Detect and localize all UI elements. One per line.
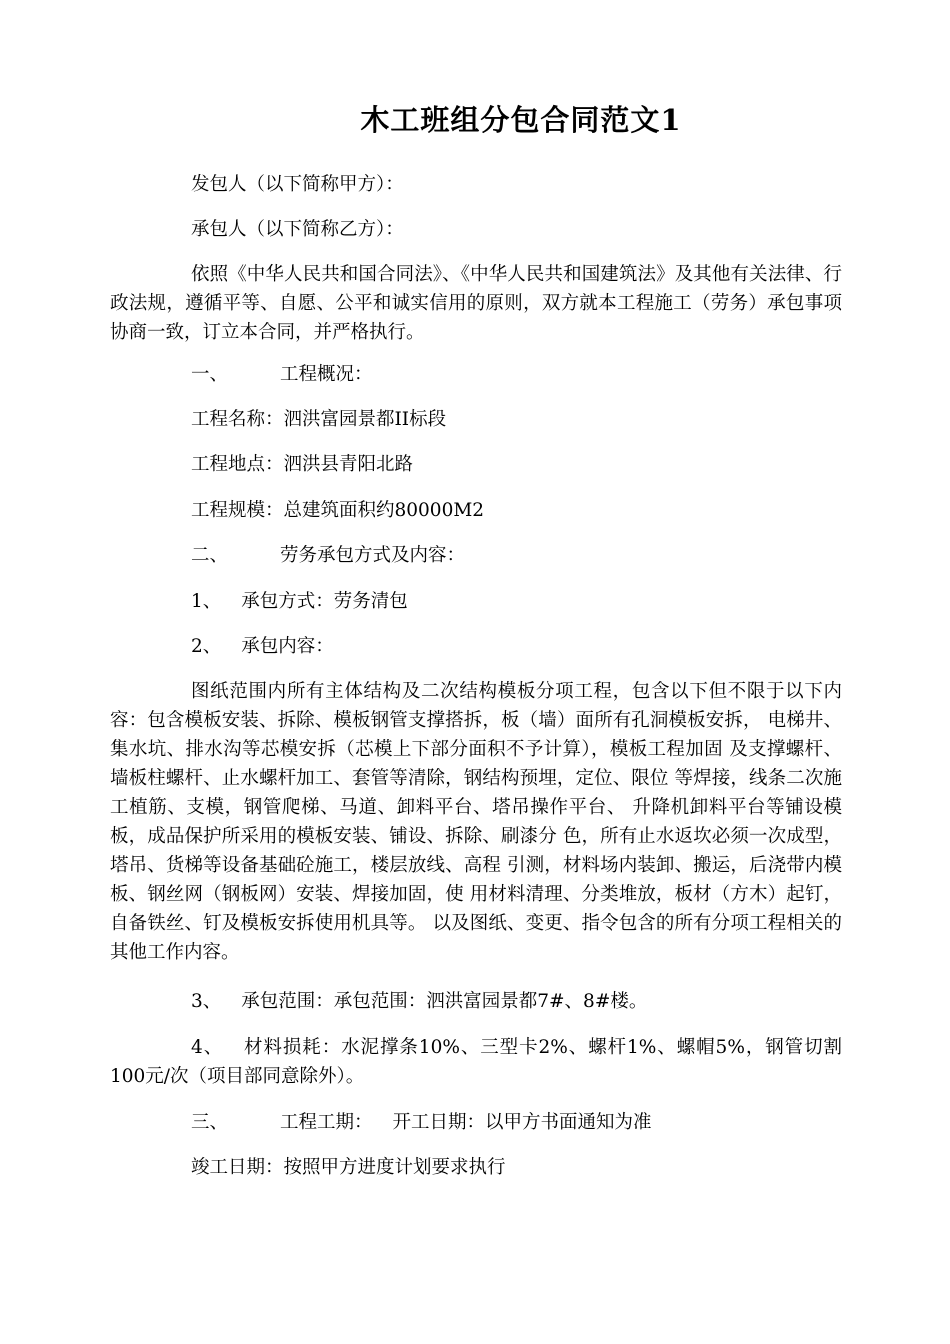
section-title: 工程工期： xyxy=(280,1112,373,1133)
preamble-paragraph: 依照《中华人民共和国合同法》、《中华人民共和国建筑法》及其他有关法律、行政法规，遵循平等、自愿、公平和诚实信用的原则，双方就本工程施工（劳务）承包事项协商一致，订立本合同，并严格执行。 xyxy=(110,264,842,343)
item-text: 材料损耗：水泥撑条10%、三型卡2%、螺杆1%、螺帽5%，钢管切割100元/次（项目部同意除外）。 xyxy=(110,1037,842,1087)
item-3-line xyxy=(110,987,842,1016)
section-3-heading xyxy=(110,1108,842,1137)
item-1-line xyxy=(110,587,842,616)
section-title: 劳务承包方式及内容： xyxy=(280,545,466,566)
party-a-line: 发包人（以下简称甲方）： xyxy=(191,174,404,195)
item-number: 4、 xyxy=(191,1037,224,1058)
start-date-text: 开工日期：以甲方书面通知为准 xyxy=(392,1112,652,1133)
item-text: 承包内容： xyxy=(241,636,334,657)
item-2-line xyxy=(110,632,842,661)
item-number: 1、 xyxy=(191,591,222,612)
section-1-heading xyxy=(110,360,842,389)
item-text: 承包方式：劳务清包 xyxy=(241,591,408,612)
item-number: 3、 xyxy=(191,991,222,1012)
section-number: 二、 xyxy=(191,545,229,566)
completion-date-line: 竣工日期：按照甲方进度计划要求执行 xyxy=(191,1157,506,1178)
project-name-line: 工程名称：泗洪富园景都II标段 xyxy=(191,409,447,430)
section-number: 三、 xyxy=(191,1112,229,1133)
party-b-line: 承包人（以下简称乙方）： xyxy=(191,219,404,240)
section-title: 工程概况： xyxy=(280,364,373,385)
document-title: 木工班组分包合同范文1 xyxy=(360,103,682,137)
project-scale-line: 工程规模：总建筑面积约80000M2 xyxy=(191,500,485,521)
item-4-paragraph xyxy=(110,1033,842,1091)
item-number: 2、 xyxy=(191,636,222,657)
section-2-heading xyxy=(110,541,842,570)
scope-detail-paragraph: 图纸范围内所有主体结构及二次结构模板分项工程，包含以下但不限于以下内容：包含模板安装、拆除、模板钢管支撑搭拆，板（墙）面所有孔洞模板安拆， 电梯井、集水坑、排水沟等芯模安拆（芯模上下部分面积不予计算），模板工程加固 及支撑螺杆、墙板柱螺杆、止水螺杆加工、套管等清除，钢结构预埋，定位、限位 等焊接，线条二次施工植筋、支模，钢管爬梯、马道、卸料平台、塔吊操作平台、 升降机卸料平台等铺设模板，成品保护所采用的模板安装、铺设、拆除、刷漆分 色，所有止水返坎必须一次成型，塔吊、货梯等设备基础砼施工，楼层放线、高程 引测，材料场内装卸、搬运，后浇带内模板、钢丝网（钢板网）安装、焊接加固，使 用材料清理、分类堆放，板材（方木）起钉，自备铁丝、钉及模板安拆使用机具等。 以及图纸、变更、指令包含的所有分项工程相关的其他工作内容。 xyxy=(110,681,842,963)
section-number: 一、 xyxy=(191,364,229,385)
item-text: 承包范围：承包范围：泗洪富园景都7#、8#楼。 xyxy=(241,991,648,1012)
project-location-line: 工程地点：泗洪县青阳北路 xyxy=(191,454,414,475)
